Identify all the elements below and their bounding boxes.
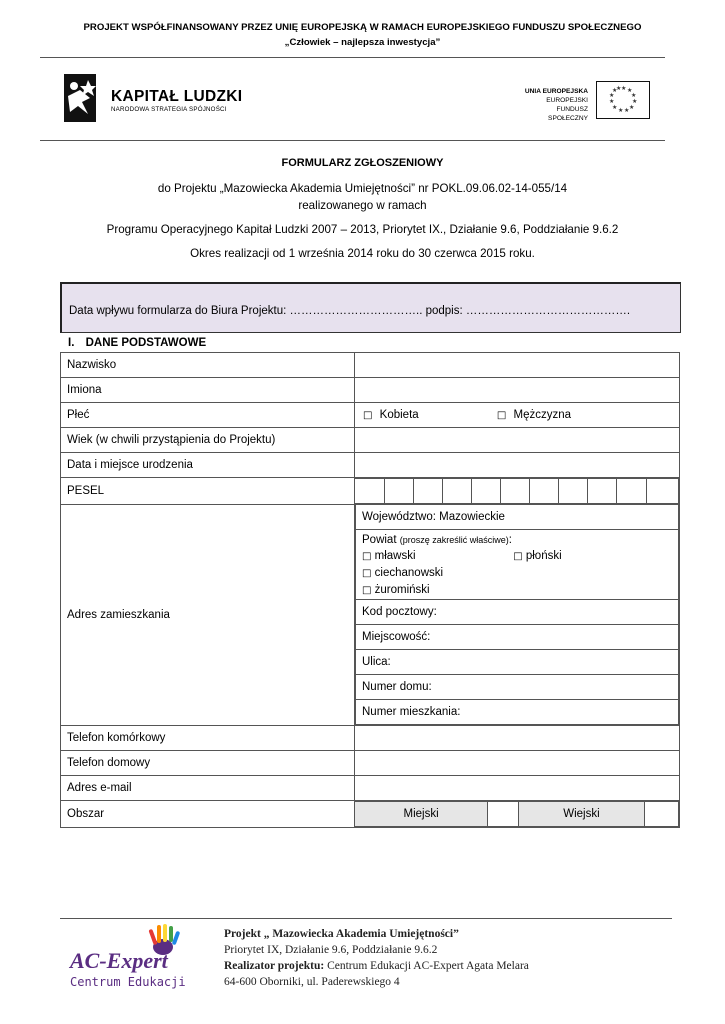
email-label: Adres e-mail	[61, 776, 355, 801]
svg-text:★: ★	[609, 98, 615, 105]
home-phone-field[interactable]	[355, 751, 680, 776]
footer-priority: Priorytet IX, Działanie 9.6, Poddziałanie 9.6.2	[224, 944, 438, 956]
voivodeship-field: Województwo: Mazowieckie	[356, 505, 679, 530]
ac-expert-name: AC-Expert	[70, 948, 168, 973]
home-phone-label: Telefon domowy	[61, 751, 355, 776]
header-line-1: PROJEKT WSPÓŁFINANSOWANY PRZEZ UNIĘ EUROPEJSKĄ W RAMACH EUROPEJSKIEGO FUNDUSZU SPOŁECZNEGO	[83, 22, 642, 33]
section-heading	[68, 337, 206, 349]
area-subtable	[355, 801, 679, 827]
pesel-digit-box[interactable]	[646, 479, 678, 504]
svg-text:★: ★	[629, 104, 635, 111]
header-line-2: „Człowiek – najlepsza inwestycja”	[284, 37, 441, 48]
area-label: Obszar	[61, 801, 355, 828]
pesel-field	[355, 478, 680, 505]
ciechanowski-label: ciechanowski	[374, 567, 444, 579]
sex-label: Płeć	[61, 403, 355, 428]
svg-text:★: ★	[624, 107, 630, 114]
street-field[interactable]: Ulica:	[356, 650, 679, 675]
pesel-digit-box[interactable]	[530, 479, 559, 504]
table-row	[61, 428, 680, 453]
female-label: Kobieta	[379, 409, 419, 421]
pesel-digit-box[interactable]	[559, 479, 588, 504]
eu-flag-icon	[596, 81, 650, 119]
area-rural-box[interactable]	[645, 802, 679, 827]
section-number: I.	[68, 337, 75, 349]
kapital-ludzki-logo-icon	[60, 72, 100, 124]
age-field[interactable]	[355, 428, 680, 453]
footer-realizer-label: Realizator projektu:	[224, 960, 325, 972]
male-label: Mężczyzna	[513, 409, 572, 421]
table-row	[61, 751, 680, 776]
ac-expert-subtitle: Centrum Edukacji	[70, 975, 186, 989]
pesel-digit-box[interactable]	[617, 479, 646, 504]
area-urban-label: Miejski	[355, 802, 488, 827]
table-row	[61, 776, 680, 801]
eu-text	[518, 87, 588, 123]
footer-realizer	[224, 960, 529, 972]
kapital-ludzki-title: KAPITAŁ LUDZKI	[111, 88, 243, 105]
names-label: Imiona	[61, 378, 355, 403]
county-row-3	[362, 582, 672, 599]
pesel-digit-box[interactable]	[384, 479, 413, 504]
footer-realizer-value: Centrum Edukacji AC-Expert Agata Melara	[324, 960, 529, 972]
zurominski-label: żuromiński	[374, 584, 430, 596]
mlawski-checkbox[interactable]: □	[362, 551, 372, 562]
table-row	[61, 453, 680, 478]
table-row	[61, 478, 680, 505]
svg-text:★: ★	[612, 87, 618, 94]
female-checkbox[interactable]: □	[363, 410, 373, 421]
footer-divider	[60, 918, 672, 919]
kapital-ludzki-subtitle: NARODOWA STRATEGIA SPÓJNOŚCI	[111, 106, 227, 113]
receipt-text[interactable]: Data wpływu formularza do Biura Projektu: …………………………….. podpis: …………………………………….	[69, 305, 631, 317]
mobile-field[interactable]	[355, 726, 680, 751]
pesel-digit-box[interactable]	[588, 479, 617, 504]
title-line-4: Okres realizacji od 1 września 2014 roku do 30 czerwca 2015 roku.	[190, 247, 535, 260]
surname-field[interactable]	[355, 353, 680, 378]
age-label: Wiek (w chwili przystąpienia do Projektu)	[61, 428, 355, 453]
email-field[interactable]	[355, 776, 680, 801]
county-colon: :	[508, 534, 512, 546]
footer-project: Projekt „ Mazowiecka Akademia Umiejętności”	[224, 928, 459, 940]
table-row	[61, 353, 680, 378]
county-heading	[362, 532, 672, 548]
pesel-digit-box[interactable]	[501, 479, 530, 504]
pesel-digit-box[interactable]	[442, 479, 471, 504]
surname-label: Nazwisko	[61, 353, 355, 378]
svg-text:★: ★	[618, 107, 624, 114]
postal-code-field[interactable]: Kod pocztowy:	[356, 600, 679, 625]
header-divider	[40, 57, 665, 58]
eu-text-line-2: EUROPEJSKI	[546, 97, 588, 104]
address-label: Adres zamieszkania	[61, 505, 355, 726]
county-field	[356, 530, 679, 600]
address-fields	[355, 505, 680, 726]
birth-field[interactable]	[355, 453, 680, 478]
receipt-box	[60, 282, 681, 333]
plonski-checkbox[interactable]: □	[513, 551, 523, 562]
county-label: Powiat	[362, 534, 397, 546]
sex-options	[355, 403, 680, 428]
table-row	[61, 403, 680, 428]
svg-text:★: ★	[627, 87, 633, 94]
ciechanowski-checkbox[interactable]: □	[362, 568, 372, 579]
house-number-field[interactable]: Numer domu:	[356, 675, 679, 700]
form-title: FORMULARZ ZGŁOSZENIOWY	[281, 157, 444, 169]
area-rural-label: Wiejski	[518, 802, 644, 827]
svg-text:★: ★	[631, 92, 637, 99]
pesel-digit-box[interactable]	[471, 479, 500, 504]
flat-number-field[interactable]: Numer mieszkania:	[356, 700, 679, 725]
county-row-1	[362, 548, 672, 565]
svg-text:★: ★	[612, 104, 618, 111]
address-subtable	[355, 505, 679, 725]
male-checkbox[interactable]: □	[496, 410, 507, 421]
mlawski-label: mławski	[374, 550, 416, 562]
eu-text-line-3: FUNDUSZ SPOŁECZNY	[548, 106, 588, 122]
svg-text:★: ★	[621, 85, 627, 92]
county-row-2	[362, 565, 672, 582]
zurominski-checkbox[interactable]: □	[362, 585, 372, 596]
title-line-3: Programu Operacyjnego Kapitał Ludzki 2007 – 2013, Priorytet IX., Działanie 9.6, Poddziałanie 9.6.2	[106, 223, 619, 236]
plonski-label: płoński	[525, 550, 562, 562]
pesel-digits	[355, 478, 679, 504]
table-row	[61, 726, 680, 751]
mobile-label: Telefon komórkowy	[61, 726, 355, 751]
city-field[interactable]: Miejscowość:	[356, 625, 679, 650]
pesel-digit-box[interactable]	[413, 479, 442, 504]
area-options	[355, 801, 680, 828]
title-line-1: do Projektu „Mazowiecka Akademia Umiejętności” nr POKL.09.06.02-14-055/14	[157, 182, 568, 195]
table-row	[61, 378, 680, 403]
pesel-digit-box[interactable]	[355, 479, 384, 504]
section-title: DANE PODSTAWOWE	[85, 337, 207, 349]
title-line-2: realizowanego w ramach	[298, 199, 427, 212]
table-row	[61, 505, 680, 726]
table-row	[61, 801, 680, 828]
area-urban-box[interactable]	[488, 802, 519, 827]
birth-label: Data i miejsce urodzenia	[61, 453, 355, 478]
county-note: (proszę zakreślić właściwe)	[399, 535, 509, 545]
logo-divider	[40, 140, 665, 141]
svg-text:★: ★	[632, 98, 638, 105]
eu-text-line-1: UNIA EUROPEJSKA	[524, 88, 588, 95]
svg-text:★: ★	[616, 85, 622, 92]
svg-text:★: ★	[609, 92, 615, 99]
basic-data-table	[60, 352, 680, 828]
names-field[interactable]	[355, 378, 680, 403]
pesel-label: PESEL	[61, 478, 355, 505]
footer-address: 64-600 Oborniki, ul. Paderewskiego 4	[224, 976, 400, 988]
